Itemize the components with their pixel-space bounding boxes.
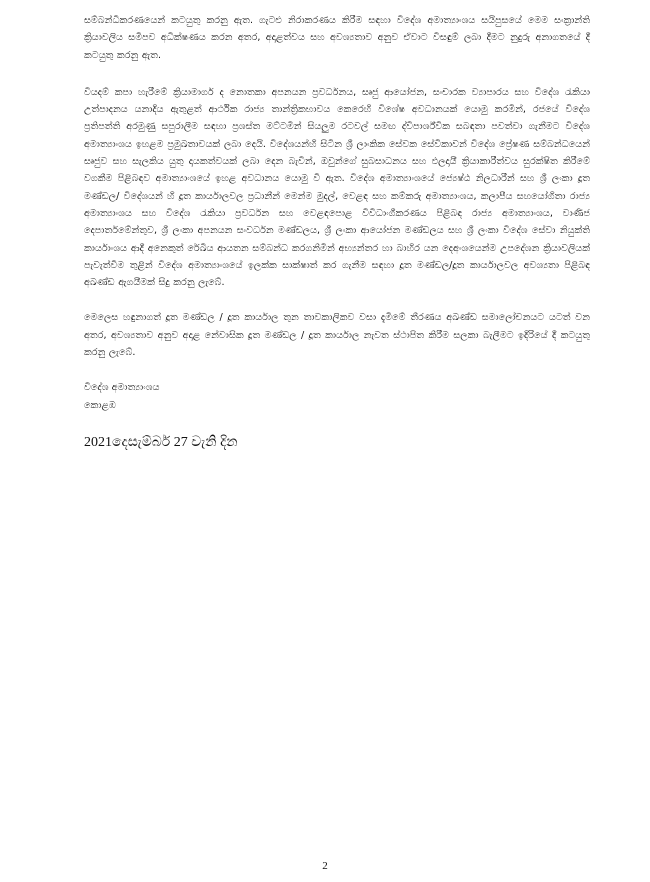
page-number: 2 xyxy=(322,860,328,872)
signature-ministry: විදේශ අමාත්‍යාංශය xyxy=(84,382,160,394)
document-date: 2021දෙසැම්බර් 27 වැනි දින xyxy=(84,435,238,451)
paragraph-bilateral-relations: වියදම් කපා හැරීමේ ක්‍රියාමාර්ග ද නොතකා අපනයන ප්‍රවර්ධනය, සෘජු ආයෝජන, සංචාරක ව්‍යාපාරය සහ විදේශ රැකියා උත්පාදනය යනාදිය ඇතුළත් ආර්ථික රාජ්‍ය තාන්ත්‍රිකභාවය කෙරෙහි විශේෂ අවධානයක් යොමු කරමින්, රජයේ විදේශ ප්‍රතිපත්ති අරමුණු සපුරාලීම සඳහා ප්‍රශස්ත මට්ටමින් සියලුම රටවල් සමඟ ද්විපාර්ශ්වික සබඳතා පවත්වා ගැනීමට විදේශ අමාත්‍යාංශය ඉහළම ප්‍රමුඛතාවයක් ලබා දෙයි. විදේශයන්හි සිටින ශ්‍රී ලාංකික සේවක සේවිකාවන් විදේශ ප්‍රේෂණ සම්බන්ධයෙන් සෘජුව සහ සැලකිය යුතු දායකත්වයක් ලබා දෙන බැවින්, ඔවුන්ගේ සුබසාධනය සහ ඵලදායී ක්‍රියාකාරීත්වය සුරක්ෂිත කිරීමේ වගකීම පිළිබඳව අමාත්‍යාංශයේ ඉහළ අවධානය යොමු වී ඇත. විදේශ අමාත්‍යාංශයේ ජ්‍යෙෂ්ඨ නිලධාරීන් සහ ශ්‍රී ලංකා දූත මණ්ඩල/ විදේශයන් හි දූත කාර්යාලවල ප්‍රධානීන් මෙන්ම මුදල්, වෙළඳ සහ කම්කරු අමාත්‍යාංශය, කලාපීය සහයෝගිතා රාජ්‍ය අමාත්‍යාංශය සහ විදේශ රැකියා ප්‍රවර්ධන සහ වෙළඳපොළ විවිධාංගීකරණය පිළිබඳ රාජ්‍ය අමාත්‍යාංශය, වාණිජ දෙපාර්තමේන්තුව, ශ්‍රී ලංකා අපනයන සංවර්ධන මණ්ඩලය, ශ්‍රී ලංකා ආයෝජන මණ්ඩලය සහ ශ්‍රී ලංකා විදේශ සේවා නියුක්ති කාර්යාංශය ආදී අනෙකුත් රේඛීය ආයතන සම්බන්ධ කරගනිමින් අභ්‍යන්තර හා බාහිර යන දෙඅංශයෙන්ම උපදේශන ක්‍රියාවලියක් පැවැත්වීම තුළින් විදේශ අමාත්‍යාංශයේ ඉලක්ක සාක්ෂාත් කර ගැනීම සඳහා දූත මණ්ඩල/දූත කාර්යාලවල අවශ්‍යතා පිළිබඳ අඛණ්ඩ ඇගයීමක් සිදු කරනු ලැබේ. xyxy=(84,86,590,289)
signature-location: කොළඹ xyxy=(84,400,116,412)
document-page xyxy=(84,12,590,452)
signature-block xyxy=(84,379,590,415)
paragraph-closing-continuation: සම්බන්ධීකරණයෙන් කටයුතු කරනු ඇත. ගැටළු නිරාකරණය කිරීම සඳහා විදේශ අමාත්‍යාංශය සයිපුසයේ මෙම සංක්‍රාන්ති ක්‍රියාවලිය සමීපව අධීක්ෂණය කරන අතර, අදාළත්වය සහ අවශ්‍යතාව අනුව ඒවාට විසඳුම් ලබා දීමට නුදුරු අනාගතයේ දී කටයුතු කරනු ඇත. xyxy=(84,15,590,61)
paragraph-closure-review: මෙලෙස හඳුනාගත් දූත මණ්ඩල / දූත කාර්යාල තුන තාවකාලිකව වසා දැමීමේ තීරණය අඛණ්ඩ සමාලෝචනයට යටත් වන අතර, අවශ්‍යතාව අනුව අදාළ නේවාසික දූත මණ්ඩල / දූත කාර්යාල නැවත ස්ථාපිත කිරීම සලකා බැලීමට ඉදිරියේ දී කටයුතු කරනු ලැබේ. xyxy=(84,312,590,359)
